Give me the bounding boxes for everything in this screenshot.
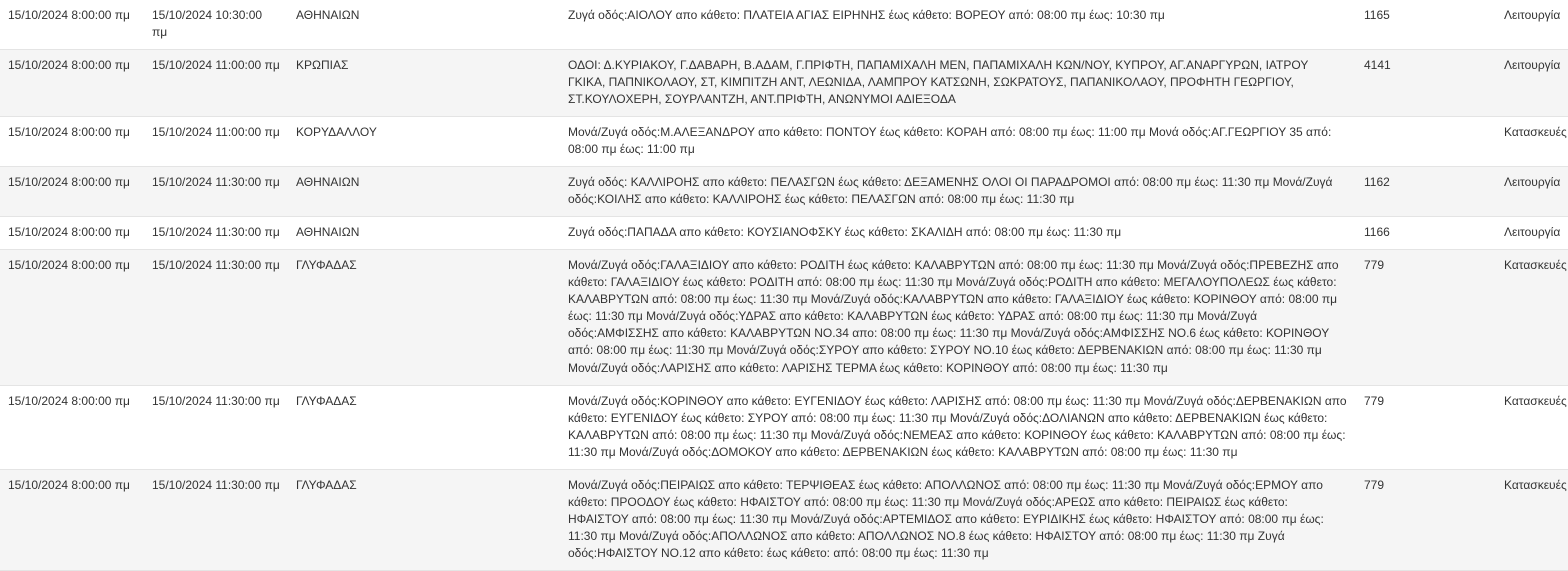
cell-from: 15/10/2024 8:00:00 πμ	[0, 250, 144, 385]
table-row	[0, 117, 1568, 167]
cell-from: 15/10/2024 8:00:00 πμ	[0, 469, 144, 570]
cell-description: Μονά/Ζυγά οδός:ΠΕΙΡΑΙΩΣ απο κάθετο: ΤΕΡΨΙΘΕΑΣ έως κάθετο: ΑΠΟΛΛΩΝΟΣ από: 08:00 πμ έως: 11:30 πμ Μονά/Ζυγά οδός:ΕΡΜΟΥ απο κάθετο: ΠΡΟΟΔΟΥ έως κάθετο: ΗΦΑΙΣΤΟΥ από: 08:00 πμ έως: 11:30 πμ Μονά/Ζυγά οδός:ΑΡΕΩΣ απο κάθετο: ΠΕΙΡΑΙΩΣ έως κάθετο: ΗΦΑΙΣΤΟΥ από: 08:00 πμ έως: 11:30 πμ Μονά/Ζυγά οδός:ΑΡΤΕΜΙΔΟΣ απο κάθετο: ΕΥΡΙΔΙΚΗΣ έως κάθετο: ΗΦΑΙΣΤΟΥ από: 08:00 πμ έως: 11:30 πμ Μονά/Ζυγά οδός:ΑΠΟΛΛΩΝΟΣ απο κάθετο: ΑΠΟΛΛΩΝΟΣ ΝΟ.8 έως κάθετο: ΗΦΑΙΣΤΟΥ από: 08:00 πμ έως: 11:30 πμ Ζυγά οδός:ΗΦΑΙΣΤΟΥ ΝΟ.12 απο κάθετο: έως κάθετο: από: 08:00 πμ έως: 11:30 πμ	[560, 469, 1356, 570]
cell-type: Κατασκευές	[1496, 250, 1568, 385]
cell-type: Λειτουργία	[1496, 217, 1568, 250]
cell-from: 15/10/2024 8:00:00 πμ	[0, 50, 144, 117]
table-row	[0, 0, 1568, 50]
cell-from: 15/10/2024 8:00:00 πμ	[0, 117, 144, 167]
cell-description: Ζυγά οδός: ΚΑΛΛΙΡΟΗΣ απο κάθετο: ΠΕΛΑΣΓΩΝ έως κάθετο: ΔΕΞΑΜΕΝΗΣ ΟΛΟΙ ΟΙ ΠΑΡΑΔΡΟΜΟΙ από: 08:00 πμ έως: 11:30 πμ Μονά/Ζυγά οδός:ΚΟΙΛΗΣ απο κάθετο: ΚΑΛΛΙΡΟΗΣ έως κάθετο: ΠΕΛΑΣΓΩΝ από: 08:00 πμ έως: 11:30 πμ	[560, 167, 1356, 217]
table-row	[0, 250, 1568, 385]
cell-code: 779	[1356, 250, 1496, 385]
cell-from: 15/10/2024 8:00:00 πμ	[0, 167, 144, 217]
cell-from: 15/10/2024 8:00:00 πμ	[0, 217, 144, 250]
table-row	[0, 385, 1568, 469]
cell-code: 1166	[1356, 217, 1496, 250]
cell-to: 15/10/2024 11:00:00 πμ	[144, 117, 288, 167]
cell-to: 15/10/2024 11:30:00 πμ	[144, 385, 288, 469]
cell-code: 1165	[1356, 0, 1496, 50]
cell-municipality: ΚΟΡΥΔΑΛΛΟΥ	[288, 117, 560, 167]
cell-description: Ζυγά οδός:ΠΑΠΑΔΑ απο κάθετο: ΚΟΥΣΙΑΝΟΦΣΚΥ έως κάθετο: ΣΚΑΛΙΔΗ από: 08:00 πμ έως: 11:30 πμ	[560, 217, 1356, 250]
cell-description: ΟΔΟΙ: Δ.ΚΥΡΙΑΚΟΥ, Γ.ΔΑΒΑΡΗ, Β.ΑΔΑΜ, Γ.ΠΡΙΦΤΗ, ΠΑΠΑΜΙΧΑΛΗ ΜΕΝ, ΠΑΠΑΜΙΧΑΛΗ ΚΩΝ/ΝΟΥ, ΚΥΠΡΟΥ, ΑΓ.ΑΝΑΡΓΥΡΩΝ, ΙΑΤΡΟΥ ΓΚΙΚΑ, ΠΑΠΝΙΚΟΛΑΟΥ, ΣΤ, ΚΙΜΠΙΤΖΗ ΑΝΤ, ΛΕΩΝΙΔΑ, ΛΑΜΠΡΟΥ ΚΑΤΣΩΝΗ, ΣΩΚΡΑΤΟΥΣ, ΠΑΠΑΝΙΚΟΛΑΟΥ, ΠΡΟΦΗΤΗ ΓΕΩΡΓΙΟΥ, ΣΤ.ΚΟΥΛΟΧΕΡΗ, ΣΟΥΡΛΑΝΤΖΗ, ΑΝΤ.ΠΡΙΦΤΗ, ΑΝΩΝΥΜΟΙ ΑΔΙΕΞΟΔΑ	[560, 50, 1356, 117]
cell-description: Ζυγά οδός:ΑΙΟΛΟΥ απο κάθετο: ΠΛΑΤΕΙΑ ΑΓΙΑΣ ΕΙΡΗΝΗΣ έως κάθετο: ΒΟΡΕΟΥ από: 08:00 πμ έως: 10:30 πμ	[560, 0, 1356, 50]
cell-municipality: ΓΛΥΦΑΔΑΣ	[288, 385, 560, 469]
cell-to: 15/10/2024 11:00:00 πμ	[144, 50, 288, 117]
cell-description: Μονά/Ζυγά οδός:Μ.ΑΛΕΞΑΝΔΡΟΥ απο κάθετο: ΠΟΝΤΟΥ έως κάθετο: ΚΟΡΑΗ από: 08:00 πμ έως: 11:00 πμ Μονά οδός:ΑΓ.ΓΕΩΡΓΙΟΥ 35 από: 08:00 πμ έως: 11:00 πμ	[560, 117, 1356, 167]
cell-municipality: ΑΘΗΝΑΙΩΝ	[288, 0, 560, 50]
cell-municipality: ΑΘΗΝΑΙΩΝ	[288, 167, 560, 217]
cell-from: 15/10/2024 8:00:00 πμ	[0, 385, 144, 469]
table-row	[0, 217, 1568, 250]
cell-from: 15/10/2024 8:00:00 πμ	[0, 0, 144, 50]
cell-type: Λειτουργία	[1496, 0, 1568, 50]
cell-code: 779	[1356, 385, 1496, 469]
cell-code	[1356, 117, 1496, 167]
cell-municipality: ΚΡΩΠΙΑΣ	[288, 50, 560, 117]
cell-to: 15/10/2024 11:30:00 πμ	[144, 250, 288, 385]
table-row	[0, 50, 1568, 117]
cell-type: Λειτουργία	[1496, 167, 1568, 217]
cell-municipality: ΓΛΥΦΑΔΑΣ	[288, 250, 560, 385]
cell-to: 15/10/2024 11:30:00 πμ	[144, 167, 288, 217]
cell-code: 779	[1356, 469, 1496, 570]
cell-type: Κατασκευές	[1496, 469, 1568, 570]
cell-municipality: ΓΛΥΦΑΔΑΣ	[288, 469, 560, 570]
cell-type: Λειτουργία	[1496, 50, 1568, 117]
cell-to: 15/10/2024 11:30:00 πμ	[144, 217, 288, 250]
cell-municipality: ΑΘΗΝΑΙΩΝ	[288, 217, 560, 250]
cell-type: Κατασκευές	[1496, 385, 1568, 469]
cell-code: 1162	[1356, 167, 1496, 217]
table-row	[0, 469, 1568, 570]
cell-to: 15/10/2024 11:30:00 πμ	[144, 469, 288, 570]
cell-description: Μονά/Ζυγά οδός:ΓΑΛΑΞΙΔΙΟΥ απο κάθετο: ΡΟΔΙΤΗ έως κάθετο: ΚΑΛΑΒΡΥΤΩΝ από: 08:00 πμ έως: 11:30 πμ Μονά/Ζυγά οδός:ΠΡΕΒΕΖΗΣ απο κάθετο: ΓΑΛΑΞΙΔΙΟΥ έως κάθετο: ΡΟΔΙΤΗ από: 08:00 πμ έως: 11:30 πμ Μονά/Ζυγά οδός:ΡΟΔΙΤΗ απο κάθετο: ΜΕΓΑΛΟΥΠΟΛΕΩΣ έως κάθετο: ΚΑΛΑΒΡΥΤΩΝ από: 08:00 πμ έως: 11:30 πμ Μονά/Ζυγά οδός:ΚΑΛΑΒΡΥΤΩΝ απο κάθετο: ΓΑΛΑΞΙΔΙΟΥ έως κάθετο: ΚΟΡΙΝΘΟΥ από: 08:00 πμ έως: 11:30 πμ Μονά/Ζυγά οδός:ΥΔΡΑΣ απο κάθετο: ΚΑΛΑΒΡΥΤΩΝ έως κάθετο: ΥΔΡΑΣ από: 08:00 πμ έως: 11:30 πμ Μονά/Ζυγά οδός:ΑΜΦΙΣΣΗΣ απο κάθετο: ΚΑΛΑΒΡΥΤΩΝ ΝΟ.34 απο: 08:00 πμ έως: 11:30 πμ Μονά/Ζυγά οδός:ΑΜΦΙΣΣΗΣ ΝΟ.6 έως κάθετο: ΚΟΡΙΝΘΟΥ από: 08:00 πμ έως: 11:30 πμ Μονά/Ζυγά οδός:ΣΥΡΟΥ απο κάθετο: ΣΥΡΟΥ ΝΟ.10 έως κάθετο: ΔΕΡΒΕΝΑΚΙΩΝ από: 08:00 πμ έως: 11:30 πμ Μονά/Ζυγά οδός:ΛΑΡΙΣΗΣ απο κάθετο: ΛΑΡΙΣΗΣ ΤΕΡΜΑ έως κάθετο: ΚΟΡΙΝΘΟΥ από: 08:00 πμ έως: 11:30 πμ	[560, 250, 1356, 385]
table-row	[0, 167, 1568, 217]
cell-code: 4141	[1356, 50, 1496, 117]
cell-type: Κατασκευές	[1496, 117, 1568, 167]
cell-description: Μονά/Ζυγά οδός:ΚΟΡΙΝΘΟΥ απο κάθετο: ΕΥΓΕΝΙΔΟΥ έως κάθετο: ΛΑΡΙΣΗΣ από: 08:00 πμ έως: 11:30 πμ Μονά/Ζυγά οδός:ΔΕΡΒΕΝΑΚΙΩΝ απο κάθετο: ΕΥΓΕΝΙΔΟΥ έως κάθετο: ΣΥΡΟΥ από: 08:00 πμ έως: 11:30 πμ Μονά/Ζυγά οδός:ΔΟΛΙΑΝΩΝ απο κάθετο: ΔΕΡΒΕΝΑΚΙΩΝ έως κάθετο: ΚΑΛΑΒΡΥΤΩΝ από: 08:00 πμ έως: 11:30 πμ Μονά/Ζυγά οδός:ΝΕΜΕΑΣ απο κάθετο: ΚΟΡΙΝΘΟΥ έως κάθετο: ΚΑΛΑΒΡΥΤΩΝ από: 08:00 πμ έως: 11:30 πμ Μονά/Ζυγά οδός:ΔΟΜΟΚΟΥ απο κάθετο: ΔΕΡΒΕΝΑΚΙΩΝ έως κάθετο: ΚΑΛΑΒΡΥΤΩΝ από: 08:00 πμ έως: 11:30 πμ	[560, 385, 1356, 469]
cell-to: 15/10/2024 10:30:00 πμ	[144, 0, 288, 50]
